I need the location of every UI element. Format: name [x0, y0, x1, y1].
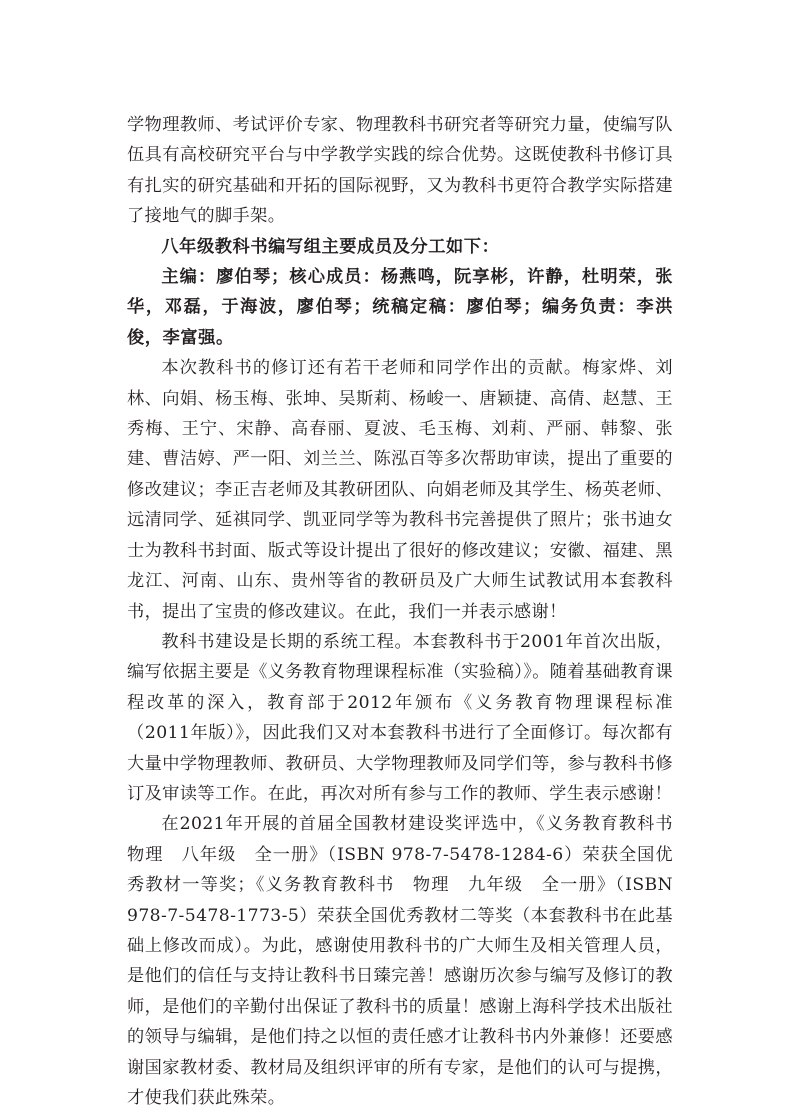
- paragraph-team-members: 主编：廖伯琴；核心成员：杨燕鸣，阮享彬，许静，杜明荣，张华，邓磊，于海波，廖伯琴；统稿定稿：廖伯琴；编务负责：李洪俊，李富强。: [127, 267, 673, 348]
- paragraph-history: 教科书建设是长期的系统工程。本套教科书于2001年首次出版，编写依据主要是《义务教育物理课程标准（实验稿）》。随着基础教育课程改革的深入，教育部于2012年颁布《义务教育物理课程标准（2011年版）》，因此我们又对本套教科书进行了全面修订。每次都有大量中学物理教师、教研员、大学物理教师及同学们等，参与教科书修订及审读等工作。在此，再次对所有参与工作的教师、学生表示感谢！: [127, 631, 673, 804]
- paragraph-contributors: 本次教科书的修订还有若干老师和同学作出的贡献。梅家烨、刘林、向娟、杨玉梅、张坤、吴斯莉、杨峻一、唐颖捷、高倩、赵慧、王秀梅、王宁、宋静、高春丽、夏波、毛玉梅、刘莉、严丽、韩黎、张建、曹洁婷、严一阳、刘兰兰、陈泓百等多次帮助审读，提出了重要的修改建议；李正吉老师及其教研团队、向娟老师及其学生、杨英老师、远清同学、延祺同学、凯亚同学等为教科书完善提供了照片；张书迪女士为教科书封面、版式等设计提出了很好的修改建议；安徽、福建、黑龙江、河南、山东、贵州等省的教研员及广大师生试教试用本套教科书，提出了宝贵的修改建议。在此，我们一并表示感谢！: [127, 358, 673, 622]
- document-page: [127, 110, 691, 1113]
- paragraph-research-team: 学物理教师、考试评价专家、物理教科书研究者等研究力量，使编写队伍具有高校研究平台与中学教学实践的综合优势。这既使教科书修订具有扎实的研究基础和开拓的国际视野，又为教科书更符合教学实际搭建了接地气的脚手架。: [127, 115, 673, 227]
- paragraph-team-heading: 八年级教科书编写组主要成员及分工如下：: [161, 236, 500, 257]
- paragraph-awards: 在2021年开展的首届全国教材建设奖评选中，《义务教育教科书 物理 八年级 全一册》（ISBN 978-7-5478-1284-6）荣获全国优秀教材一等奖；《义务教育教科书 物理 九年级 全一册》（ISBN 978-7-5478-1773-5）荣获全国优秀教材二等奖（本套教科书在此基础上修改而成）。为此，感谢使用教科书的广大师生及相关管理人员，是他们的信任与支持让教科书日臻完善！感谢历次参与编写及修订的教师，是他们的辛勤付出保证了教科书的质量！感谢上海科学技术出版社的领导与编辑，是他们持之以恒的责任感才让教科书内外兼修！还要感谢国家教材委、教材局及组织评审的所有专家，是他们的认可与提携，才使我们获此殊荣。: [127, 814, 691, 1108]
